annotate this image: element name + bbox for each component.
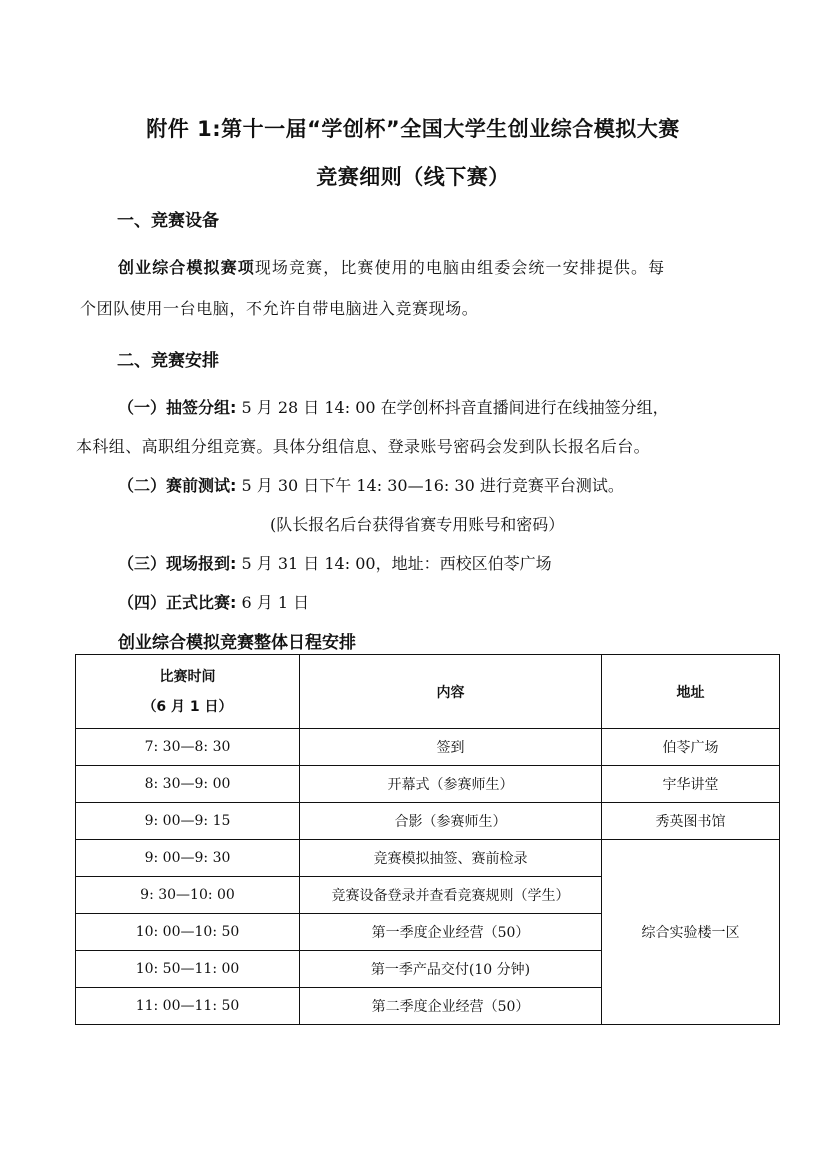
location-cell-merged: 综合实验楼一区 (602, 840, 780, 1025)
table-header-row (76, 655, 780, 729)
bold-lead: 创业综合模拟赛项 (118, 258, 255, 277)
section1-para-line2: 个团队使用一台电脑，不允许自带电脑进入竞赛现场。 (80, 299, 479, 318)
para-line1-rest: 现场竞赛，比赛使用的电脑由组委会统一安排提供。每 (254, 258, 666, 277)
section1-heading: 一、竞赛设备 (117, 211, 219, 231)
content-cell: 竞赛模拟抽签、赛前检录 (300, 840, 602, 877)
time-cell: 10: 50—11: 00 (76, 951, 300, 988)
location-cell: 宇华讲堂 (602, 766, 780, 803)
time-cell: 11: 00—11: 50 (76, 988, 300, 1025)
content-cell: 竞赛设备登录并查看竞赛规则（学生） (300, 877, 602, 914)
section2-heading: 二、竞赛安排 (117, 351, 219, 371)
table-row (76, 766, 780, 803)
location-cell: 秀英图书馆 (602, 803, 780, 840)
item-1: （一）抽签分组: 5 月 28 日 14: 00 在学创杯抖音直播间进行在线抽签分组， (118, 398, 669, 417)
header-time: 比赛时间 （6 月 1 日） (76, 655, 300, 729)
table-caption: 创业综合模拟竞赛整体日程安排 (118, 633, 356, 653)
time-cell: 8: 30—9: 00 (76, 766, 300, 803)
table-row (76, 729, 780, 766)
table-row (76, 803, 780, 840)
table-row (76, 840, 780, 877)
time-cell: 9: 00—9: 30 (76, 840, 300, 877)
time-cell: 9: 30—10: 00 (76, 877, 300, 914)
item-3: （三）现场报到: 5 月 31 日 14: 00，地址：西校区伯苓广场 (118, 554, 552, 573)
item-2-note: (队长报名后台获得省赛专用账号和密码） (270, 515, 565, 534)
section1-para-line1 (118, 255, 665, 278)
header-content: 内容 (300, 655, 602, 729)
item-2: （二）赛前测试: 5 月 30 日下午 14: 30—16: 30 进行竞赛平台测试。 (118, 476, 624, 495)
location-cell: 伯苓广场 (602, 729, 780, 766)
content-cell: 第一季产品交付(10 分钟) (300, 951, 602, 988)
content-cell: 开幕式（参赛师生） (300, 766, 602, 803)
schedule-table (75, 654, 780, 1025)
item-3-label: （三）现场报到: (118, 554, 237, 573)
item-1-cont: 本科组、高职组分组竞赛。具体分组信息、登录账号密码会发到队长报名后台。 (76, 437, 651, 456)
time-cell: 7: 30—8: 30 (76, 729, 300, 766)
content-cell: 签到 (300, 729, 602, 766)
item-1-label: （一）抽签分组: (118, 398, 237, 417)
header-location: 地址 (602, 655, 780, 729)
item-4: （四）正式比赛: 6 月 1 日 (118, 593, 310, 612)
content-cell: 第一季度企业经营（50） (300, 914, 602, 951)
document-title: 附件 1:第十一届“学创杯”全国大学生创业综合模拟大赛 (146, 117, 680, 141)
time-cell: 10: 00—10: 50 (76, 914, 300, 951)
item-2-label: （二）赛前测试: (118, 476, 237, 495)
item-4-label: （四）正式比赛: (118, 593, 237, 612)
content-cell: 合影（参赛师生） (300, 803, 602, 840)
time-cell: 9: 00—9: 15 (76, 803, 300, 840)
content-cell: 第二季度企业经营（50） (300, 988, 602, 1025)
document-subtitle: 竞赛细则（线下赛） (316, 165, 510, 189)
